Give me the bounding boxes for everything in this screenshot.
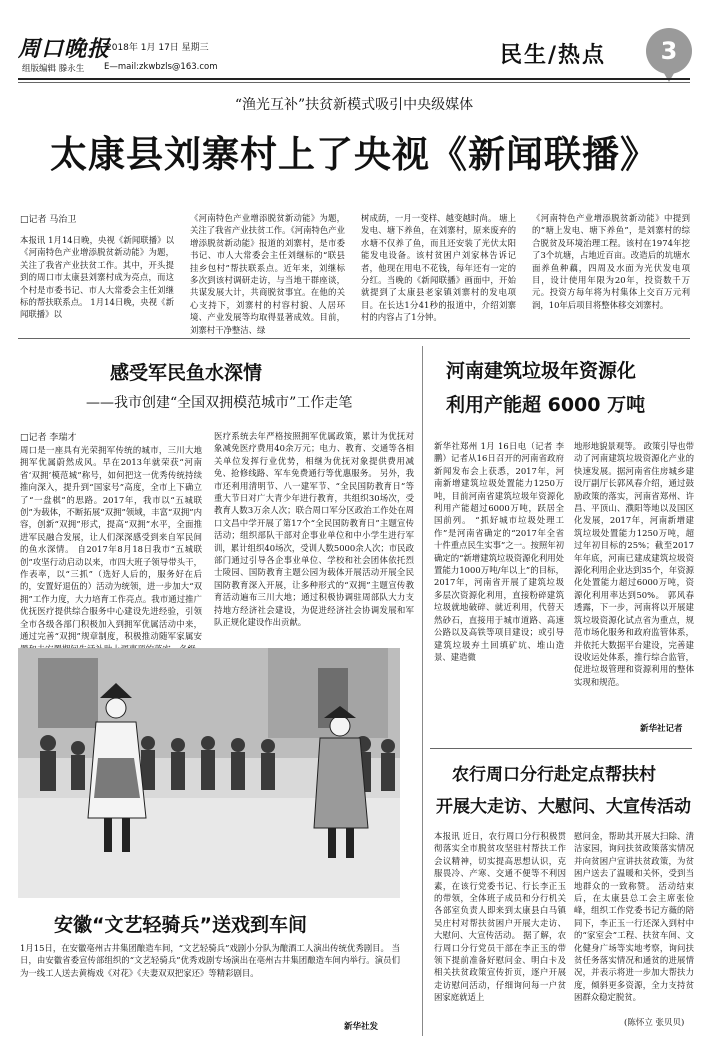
opera-story-headline: 安徽“文艺轻骑兵”送戏到车间 [54,914,307,936]
fish-story-headline: 感受军民鱼水深情 [110,362,263,384]
top-story-col4: 《河南特色产业增添脱贫新动能》中提到的“塘上发电、塘下养鱼”，是刘寨村的综合脱贫及环境治理工程。该村在1974年挖了3个坑塘，占地近百亩。改造后的坑塘水面养鱼种藕，四周及水面为光伏发电项目，设计使用年限为20年，投资数千万元。投资方每年将为村集体上交百万元利润，10年后项目将整体移交刘寨村。 [532,213,690,310]
opera-story-source: 新华社发 [344,1022,379,1032]
contact-email: E—mail:zkwbzls@163.com [104,62,218,72]
column-divider [422,346,423,1036]
top-story-kicker: “渔光互补”扶贫新模式吸引中央级媒体 [234,97,474,113]
waste-story-col1: 新华社郑州 1月 16日电（记者 李鹏）记者从16日召开的河南省政府新闻发布会上获悉，2017年，河南新增建筑垃圾处置能力1250万吨，目前河南省建筑垃圾年资源化利用产能超过6000万吨，跃居全国前列。 “抓好城市垃圾处理工作”是河南省确定的“2017年全省十件重点民生实事”之一。按照年初确定的“新增建筑垃圾资源化利用处置能力1000万吨/年以上”的目标，2017年，河南省开展了建筑垃圾多层次资源化利用，直接粉碎建筑垃圾就地破碎、就近利用，代替天然砂石，直接用于城市道路、高速公路以及高铁等项目建设；或引导建筑垃圾弃土回填矿坑、堆山造景、建造微 [434,441,564,662]
top-story-col3: 树成荫，一月一变样、越变越时尚。 塘上发电、塘下养鱼，在刘寨村，原来废弃的水塘不仅养了鱼，而且还安装了光伏太阳能发电设备。该村贫困户刘家林告诉记者，他现在用电不花钱，每年还有一定的分红。当晚的《新闻联播》画面中，开始就提到了太康县老家镇刘寨村的发电项目。在长达1分41秒的报道中，介绍刘寨村的内容占了1分钟。 [361,213,516,323]
layout-editor: 组版编辑 滕永生 [22,64,85,74]
issue-date: 2018年 1月 17日 星期三 [106,43,209,53]
top-story-divider [18,338,690,339]
opera-photo-illustration [18,648,400,898]
waste-story-col2: 地形地貌景观等。 政策引导也带动了河南建筑垃圾资源化产业的快速发展。据河南省住房城乡建设厅副厅长郭风春介绍，通过鼓励政策的落实，河南省郑州、许昌、平顶山、濮阳等地以及国区化发展，2017年，河南新增建筑垃圾处置能力1250万吨，超过年初目标的25%；截至2017年年底，河南已建成建筑垃圾资源化利用企业达到35个，年资源化处置能力超过6000万吨，资源化利用率达到50%。 郭风春透露，下一步，河南将以开展建筑垃圾资源化试点省为重点，规范市场化服务和政府监管体系，并依托大数据平台建设，完善建设收运处体系，推行综合监管，促进垃圾管理和资源利用的整体实现和规范。 [574,441,694,687]
opera-photo [18,648,400,898]
page-number-badge: 3 [646,28,692,74]
top-story-headline: 太康县刘寨村上了央视《新闻联播》 [50,133,658,176]
fish-story-byline: □记者 李瑞才 [20,433,77,443]
top-story-col1: 本报讯 1月14日晚，央视《新闻联播》以《河南特色产业增添脱贫新动能》为题，关注了我省产业扶贫工作。其中，开头提到的周口市太康县刘寨村成为亮点，而这个村是市委书记、市人大常委会主任刘继标的帮扶联系点。 1月14日晚，央视《新闻联播》以 [20,235,174,320]
waste-story-headline-line1: 河南建筑垃圾年资源化 [446,360,637,382]
fish-story-subhead: ——我市创建“全国双拥模范城市”工作走笔 [86,395,353,411]
bank-story-col1: 本报讯 近日，农行周口分行积极贯彻落实全市脱贫攻坚驻村帮扶工作会议精神，切实提高思想认识，克服畏冷、产寒、交通不便等不利因素，在该行党委书记、行长李正玉的带领，全体班子成员和分行机关各部室负责人即来到太康县白马镇吴庄村对帮扶贫困户开展大走访、大慰问、大宣传活动。 据了解，农行周口分行党员干部在李正玉的带领下提前准备好慰问金、明白卡及相关扶贫政策宣传折页，逐户开展走访慰问活动，仔细询问每一户贫困家庭就适上 [434,831,566,1003]
opera-story-text: 1月15日，在安徽亳州古井集团酿造车间，“文艺轻骑兵”戏剧小分队为酿酒工人演出传统优秀剧目。 当日，由安徽省委宣传部组织的“文艺轻骑兵”优秀戏剧专场演出在亳州古井集团酿造车间内举行。演员们为一线工人送去黄梅戏《对花》《夫妻双双把家还》等精彩剧目。 [20,943,400,978]
fish-story-col2: 医疗系统去年严格按照拥军优属政策，累计为优抚对象减免医疗费用40余万元；电力、教育、交通等各相关单位发挥行业优势，相继为优抚对象提供费用减免、抢修线路、军车免费通行等优惠服务。 另外，我市还利用清明节、八一建军节、“全民国防教育日”等重大节日对广大青少年进行教育，共组织30场次，受教育人数3万余人次；联合周口军分区政治工作处在周口文昌中学开展了第17个“全民国防教育日”主题宣传活动；组织部队干部对企事业单位和中小学生进行军训，累计组织40场次，受训人数5000余人次；市民政部门通过引导各企事业单位、学校和社会团体依托烈士陵园、国防教育主题公园为载体开展活动开展全民国防教育深入开展，让多种形式的“双拥”主题宣传教育活动遍布三川大地；通过积极协调驻周部队大力支持地方经济社会建设，为促进经济社会协调发展和军队正规化建设作出贡献。 [214,431,414,628]
masthead-rule [18,78,690,80]
newspaper-logo: 周口晚报 [18,36,111,62]
section-title: 民生/热点 [500,42,607,68]
bank-story-headline-line2: 开展大走访、大慰问、大宣传活动 [436,797,691,817]
waste-story-headline-line2: 利用产能超 6000 万吨 [446,394,646,416]
masthead-rule-thin [18,82,690,83]
right-divider [430,748,692,749]
top-story-col2: 《河南特色产业增添脱贫新动能》为题，关注了我省产业扶贫工作。《河南特色产业增添脱贫新动能》报道的刘寨村，是市委书记、市人大常委会主任刘继标的“联县挂乡包村”帮扶联系点。近年来，刘继标多次到该村调研走访，与当地干群座谈，共谋发展大计，共商脱贫事宜。在他的关心支持下，刘寨村的村容村貌、人居环境、产业发展等均取得显著成效。目前，刘寨村干净整洁、绿 [190,213,345,335]
waste-story-source: 新华社记者 [640,724,683,734]
bank-story-col2: 慰问金，帮助其开展大扫除、清洁家园，询问扶贫政策落实情况并向贫困户宣讲扶贫政策，为贫困户送去了温暖和关怀，受到当地群众的一致称赞。 活动结束后，在太康县总工会主席张俭峰，组织工作党委书记方薇的陪同下，李正玉一行还深入到村中的“家室会”工程、扶贫车间、文化健身广场等实地考察，询问扶贫任务落实情况和通贫的进展情况，并表示将进一步加大帮扶力度，倾斜更多资源，全力支持贫困群众稳定脱贫。 [574,831,694,1003]
top-story-byline: □记者 马治卫 [20,215,77,225]
bank-story-signature: (陈怀立 张贝贝) [624,1018,685,1028]
fish-story-col1: 周口是一座具有光荣拥军传统的城市，三川大地拥军优属蔚然成风。早在2013年就荣获“河南省‘双拥’模范城”称号，如何把这一优秀传统持续推向深入，提升到“国家号”高度，全市上下确立了“一盘棋”的思路。2017年，我市以“五城联创”为载体，不断拓展“双拥”领域，丰富“双拥”内容，创新“双拥”形式，提高“双拥”水平，全面推进军民融合发展，让人们深深感受到来自军民间的鱼水深情。 自2017年8月18日我市“五城联创”攻坚行动启动以来，市四大班子领导带头干，作表率，以“三抓”（选好人后的，服务好在后的，安置好退伍的）活动为统领，进一步加大“双拥”工作力度，大力培育工作亮点。我市通过推广优抚医疗提供综合服务中心建设先进经验，引领全市各级各部门积极加入到拥军优属活动中来，通过完善“双拥”规章制度，积极推动随军家属安 [20,445,202,642]
bank-story-headline-line1: 农行周口分行赴定点帮扶村 [452,765,656,785]
